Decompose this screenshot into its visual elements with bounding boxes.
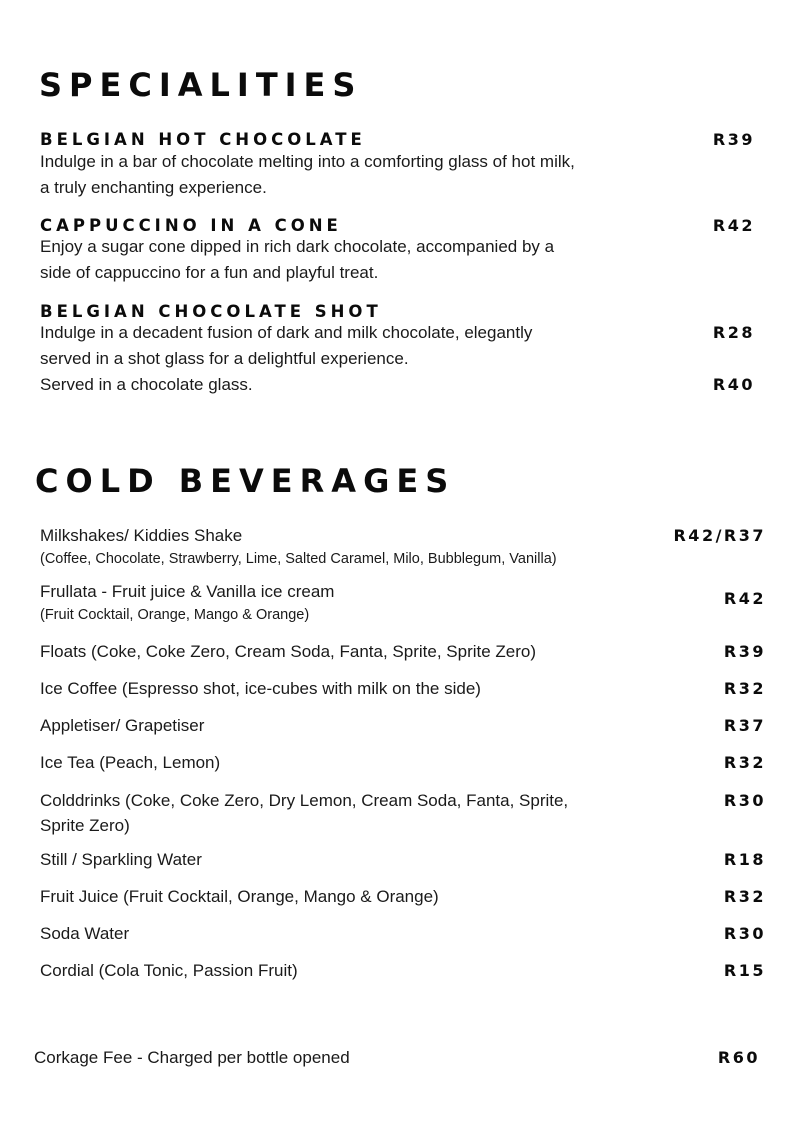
beverage-price: R18 [723, 850, 766, 869]
speciality-desc-line: side of cappuccino for a fun and playful treat. [40, 263, 379, 282]
beverage-name: Milkshakes/ Kiddies Shake [40, 526, 243, 545]
beverage-price: R42 [723, 589, 766, 608]
cold-beverages-heading: COLD BEVERAGES [35, 462, 456, 500]
beverage-price: R30 [723, 791, 766, 810]
speciality-desc-line: served in a shot glass for a delightful experience. [40, 349, 409, 368]
beverage-name: Colddrinks (Coke, Coke Zero, Dry Lemon, Cream Soda, Fanta, Sprite, [40, 791, 569, 810]
speciality-price-belgian-chocolate-shot: R28 [712, 323, 755, 342]
speciality-name-belgian-hot-chocolate: BELGIAN HOT CHOCOLATE [40, 130, 366, 149]
beverage-price: R32 [723, 753, 766, 772]
beverage-name: Floats (Coke, Coke Zero, Cream Soda, Fanta, Sprite, Sprite Zero) [40, 642, 537, 661]
beverage-price: R32 [723, 887, 766, 906]
beverage-name: Fruit Juice (Fruit Cocktail, Orange, Mango & Orange) [40, 887, 439, 906]
beverage-name: Appletiser/ Grapetiser [40, 716, 205, 735]
speciality-desc-line: Indulge in a bar of chocolate melting into a comforting glass of hot milk, [40, 152, 575, 171]
corkage-fee-price: R60 [717, 1048, 760, 1067]
beverage-sub: (Coffee, Chocolate, Strawberry, Lime, Salted Caramel, Milo, Bubblegum, Vanilla) [40, 551, 557, 567]
beverage-name: Soda Water [40, 924, 130, 943]
beverage-price: R42/R37 [673, 526, 766, 545]
beverage-name: Ice Tea (Peach, Lemon) [40, 753, 221, 772]
beverage-name: Cordial (Cola Tonic, Passion Fruit) [40, 961, 298, 980]
beverage-price: R37 [723, 716, 766, 735]
beverage-sub: (Fruit Cocktail, Orange, Mango & Orange) [40, 607, 310, 623]
speciality-price-belgian-hot-chocolate: R39 [712, 130, 755, 149]
speciality-desc-line: Indulge in a decadent fusion of dark and milk chocolate, elegantly [40, 323, 533, 342]
beverage-price: R39 [723, 642, 766, 661]
speciality-name-cappuccino-in-a-cone: CAPPUCCINO IN A CONE [40, 216, 342, 235]
speciality-extra-price: R40 [712, 375, 755, 394]
beverage-name: Frullata - Fruit juice & Vanilla ice cream [40, 582, 335, 601]
specialities-heading: SPECIALITIES [39, 66, 363, 104]
speciality-name-belgian-chocolate-shot: BELGIAN CHOCOLATE SHOT [40, 302, 382, 321]
beverage-price: R15 [723, 961, 766, 980]
beverage-name: Still / Sparkling Water [40, 850, 202, 869]
speciality-price-cappuccino-in-a-cone: R42 [712, 216, 755, 235]
corkage-fee-label: Corkage Fee - Charged per bottle opened [34, 1048, 350, 1067]
speciality-desc-line: a truly enchanting experience. [40, 178, 267, 197]
beverage-name: Ice Coffee (Espresso shot, ice-cubes with milk on the side) [40, 679, 481, 698]
beverage-price: R30 [723, 924, 766, 943]
speciality-extra-line: Served in a chocolate glass. [40, 375, 253, 394]
beverage-name-continued: Sprite Zero) [40, 816, 130, 835]
speciality-desc-line: Enjoy a sugar cone dipped in rich dark chocolate, accompanied by a [40, 237, 555, 256]
beverage-price: R32 [723, 679, 766, 698]
